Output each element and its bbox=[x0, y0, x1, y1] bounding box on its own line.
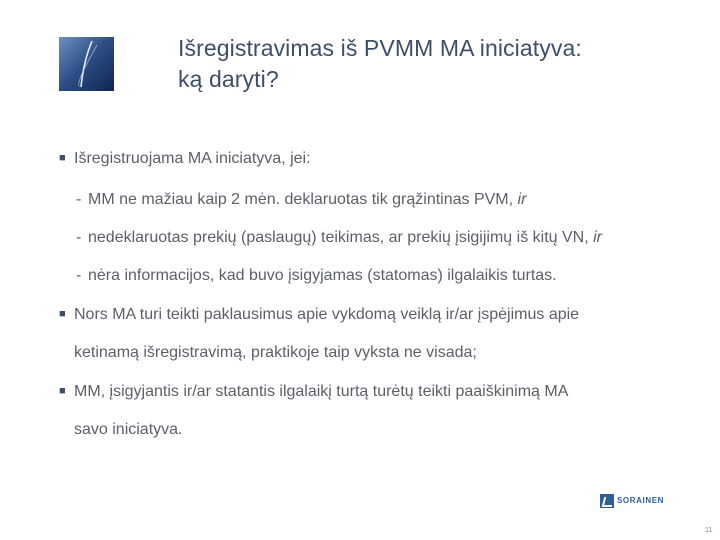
subitem-1-text: MM ne mažiau kaip 2 mėn. deklaruotas tik grąžintinas PVM, bbox=[88, 191, 518, 208]
subitem-1 bbox=[88, 191, 526, 209]
bullet-3-line-2: savo iniciatyva. bbox=[74, 421, 183, 438]
dash-icon: - bbox=[76, 191, 82, 208]
brand-name: SORAINEN bbox=[617, 496, 665, 505]
bullet-1-text: Išregistruojama MA iniciatyva, jei: bbox=[74, 150, 311, 167]
page-number: 11 bbox=[705, 527, 713, 534]
subitem-2-text: nedeklaruotas prekių (paslaugų) teikimas, ar prekių įsigijimų iš kitų VN, bbox=[88, 229, 594, 246]
dash-icon: - bbox=[76, 267, 82, 284]
sorainen-emblem-logo bbox=[59, 37, 114, 91]
slide-title-line-1: Išregistravimas iš PVMM MA iniciatyva: bbox=[178, 35, 582, 61]
slide-title bbox=[178, 33, 698, 95]
sorainen-brand-logo bbox=[600, 492, 665, 510]
subitem-2-emphasis: ir bbox=[593, 229, 602, 246]
bullet-2-line-2: ketinamą išregistravimą, praktikoje taip vyksta ne visada; bbox=[74, 344, 477, 361]
bullet-square-icon: ■ bbox=[59, 308, 66, 320]
bullet-2-line-1: Nors MA turi teikti paklausimus apie vykdomą veiklą ir/ar įspėjimus apie bbox=[74, 306, 580, 323]
subitem-3-text: nėra informacijos, kad buvo įsigyjamas (statomas) ilgalaikis turtas. bbox=[88, 267, 557, 284]
bullet-3-line-1: MM, įsigyjantis ir/ar statantis ilgalaikį turtą turėtų teikti paaiškinimą MA bbox=[74, 383, 569, 400]
subitem-2 bbox=[88, 229, 602, 247]
subitem-1-emphasis: ir bbox=[517, 191, 527, 208]
bullet-square-icon: ■ bbox=[59, 152, 66, 164]
sorainen-mark-icon bbox=[600, 494, 614, 508]
slide-title-line-2: ką daryti? bbox=[178, 66, 279, 92]
subitem-3 bbox=[88, 267, 557, 285]
bullet-square-icon: ■ bbox=[59, 385, 66, 397]
dash-icon: - bbox=[76, 229, 82, 246]
